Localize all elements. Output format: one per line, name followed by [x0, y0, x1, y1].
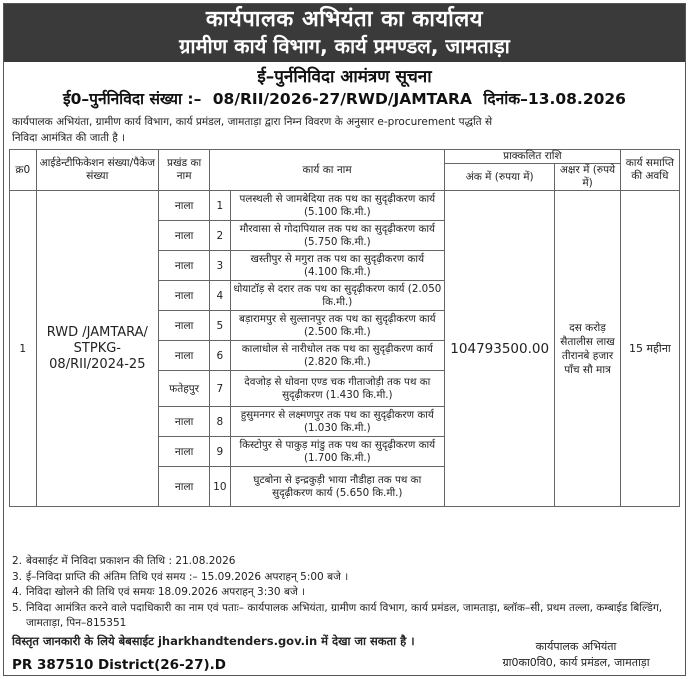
header-in-words: अक्षर में (रुपये में)	[555, 164, 620, 191]
work-name-cell: किस्टोपुर से पाकुड़ मांडु तक पथ का सुदृढ़ीकरण कार्य (1.700 कि.मी.)	[230, 437, 444, 467]
work-number-cell: 1	[210, 191, 230, 221]
reference-number: 08/RII/2026-27/RWD/JAMTARA	[212, 90, 472, 108]
work-number-cell: 9	[210, 437, 230, 467]
header-completion: कार्य समाप्ति की अवधि	[620, 150, 679, 191]
tender-table-body	[10, 191, 680, 507]
footnote-text: बेवसाईट में निविदा प्रकाशन की तिथि : 21.08.2026	[26, 555, 236, 567]
intro-line-2: निविदा आमंत्रित की जाती है ।	[12, 132, 126, 144]
header-estimate: प्राक्कलित राशि	[445, 150, 621, 164]
intro-paragraph	[12, 114, 677, 146]
table-row	[10, 191, 680, 221]
work-name-cell: मौरवासा से गोदापियाल तक पथ का सुदृढ़ीकरण कार्य (5.750 कि.मी.)	[230, 221, 444, 251]
block-cell: नाला	[159, 311, 210, 341]
signature-title: कार्यपालक अभियंता	[535, 640, 617, 653]
work-name-cell: कालाधोल से नारीधोल तक पथ का सुदृढ़ीकरण कार्य (2.820 कि.मी.)	[230, 341, 444, 371]
notice-title: ई–पुर्ननिविदा आमंत्रण सूचना	[257, 67, 432, 87]
work-name-cell: खस्तीपुर से मगुरा तक पथ का सुदृढ़ीकरण कार्य (4.100 कि.मी.)	[230, 251, 444, 281]
header-in-figures: अंक में (रुपया में)	[445, 164, 555, 191]
office-title: कार्यपालक अभियंता का कार्यालय	[205, 7, 484, 32]
amount-figures-cell: 104793500.00	[445, 191, 555, 507]
work-number-cell: 10	[210, 467, 230, 507]
package-id-cell: RWD /JAMTARA/ STPKG-08/RII/2024-25	[36, 191, 159, 507]
work-number-cell: 8	[210, 407, 230, 437]
block-cell: नाला	[159, 341, 210, 371]
footnote-item	[12, 554, 677, 570]
pr-number: PR 387510 District(26-27).D	[12, 657, 226, 673]
tender-table	[9, 149, 680, 507]
footnote-number: 2.	[12, 555, 23, 567]
header-sr: क्र0	[10, 150, 37, 191]
work-number-cell: 4	[210, 281, 230, 311]
amount-words-cell: दस करोड़ सैतालीस लाख तीरानबे हजार पाँच सौ मात्र	[555, 191, 620, 507]
reference-label: ई0–पुर्ननिविदा संख्या :–	[63, 90, 202, 108]
block-cell: नाला	[159, 281, 210, 311]
notice-date: दिनांक–13.08.2026	[483, 90, 626, 108]
sr-cell: 1	[10, 191, 37, 507]
block-cell: फतेहपुर	[159, 371, 210, 407]
block-cell: नाला	[159, 191, 210, 221]
block-cell: नाला	[159, 221, 210, 251]
work-number-cell: 5	[210, 311, 230, 341]
work-name-cell: देवजोड़ से धोवना एण्ड चक गीताजोड़ी तक पथ का सुदृढ़ीकरण (1.430 कि.मी.)	[230, 371, 444, 407]
work-name-cell: पलस्थली से जामबेदिया तक पथ का सुदृढ़ीकरण कार्य (5.100 कि.मी.)	[230, 191, 444, 221]
footnote-text: निविदा खोलने की तिथि एवं समयः 18.09.2026 अपराहन् 3:30 बजे ।	[26, 586, 306, 598]
header-package-id: आईडेन्टीफिकेशन संख्या/पैकेज संख्या	[36, 150, 159, 191]
intro-line-1: कार्यपालक अभियंता, ग्रामीण कार्य विभाग, कार्य प्रमंडल, जामताड़ा द्वारा निम्न विवरण के अनुसार e-procurement पद्धति से	[12, 116, 493, 128]
footnote-item	[12, 601, 677, 632]
work-number-cell: 6	[210, 341, 230, 371]
header-block: प्रखंड का नाम	[159, 150, 210, 191]
footnote-number: 4.	[12, 586, 23, 598]
work-name-cell: धोयाटॉड़ से दरार तक पथ का सुदृढ़ीकरण कार्य (2.050 कि.मी.)	[230, 281, 444, 311]
work-number-cell: 2	[210, 221, 230, 251]
block-cell: नाला	[159, 251, 210, 281]
block-cell: नाला	[159, 467, 210, 507]
signature-office: ग्रा0का0वि0, कार्य प्रमंडल, जामताड़ा	[502, 656, 650, 669]
signature-block	[481, 639, 671, 671]
work-number-cell: 3	[210, 251, 230, 281]
reference-line	[4, 88, 685, 110]
footnote-number: 3.	[12, 570, 23, 583]
footnote-item	[12, 585, 677, 601]
work-name-cell: घुटबोना से इन्द्रकुड़ी भाया नौडीहा तक पथ का सुदृढ़ीकरण कार्य (5.650 कि.मी.)	[230, 467, 444, 507]
header-work-name: कार्य का नाम	[210, 150, 445, 191]
tender-notice-sheet	[3, 3, 686, 676]
block-cell: नाला	[159, 437, 210, 467]
work-number-cell: 7	[210, 371, 230, 407]
website-note: विस्तृत जानकारी के लिये बेबसाईट jharkhandtenders.gov.in में देखा जा सकता है ।	[12, 634, 415, 648]
footnote-text: ई–निविदा प्राप्ति की अंतिम तिथि एवं समय :– 15.09.2026 अपराहन् 5:00 बजे ।	[26, 570, 349, 583]
footnotes	[12, 554, 677, 632]
completion-cell: 15 महीना	[620, 191, 679, 507]
block-cell: नाला	[159, 407, 210, 437]
footnote-number: 5.	[12, 601, 23, 614]
work-name-cell: हुसुमनगर से लक्ष्मणपुर तक पथ का सुदृढ़ीकरण कार्य (1.030 कि.मी.)	[230, 407, 444, 437]
office-header	[4, 4, 685, 62]
office-subtitle: ग्रामीण कार्य विभाग, कार्य प्रमण्डल, जामताड़ा	[179, 34, 510, 58]
footnote-text: निविदा आमंत्रित करने वाले पदाधिकारी का नाम एवं पताः– कार्यपालक अभियंता, ग्रामीण कार्य विभाग, कार्य प्रमंडल, जामताड़ा, ब्लॉक–सी, प्रथम तल्ला, कम्बाईड बिल्डिंग, जामताड़ा, पिन–815351	[26, 601, 663, 629]
work-name-cell: बड़ारामपुर से सुल्तानपुर तक पथ का सुदृढ़ीकरण कार्य (2.500 कि.मी.)	[230, 311, 444, 341]
footnote-item	[12, 570, 677, 586]
